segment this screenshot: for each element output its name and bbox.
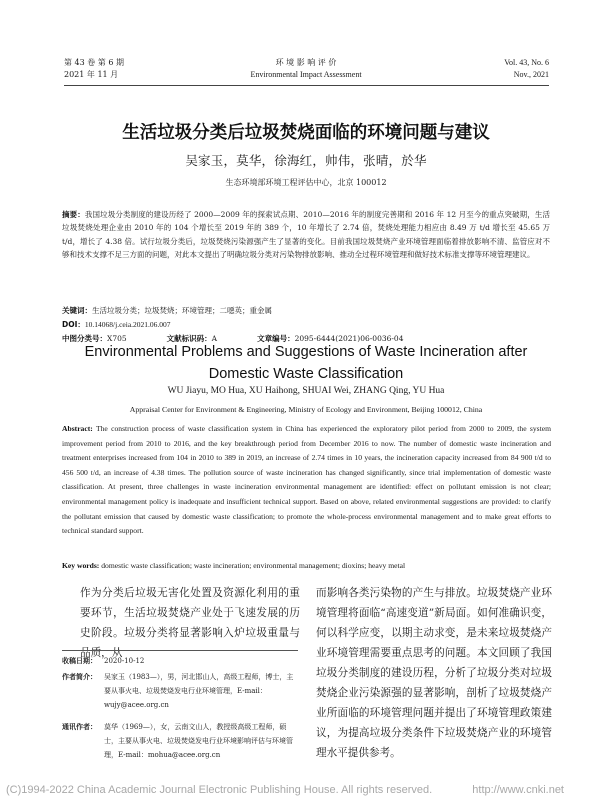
doc-code-label: 文献标识码： (166, 334, 212, 343)
abstract-en (62, 422, 551, 539)
article-title-en: Environmental Problems and Suggestions of Waste Incineration after Domestic Waste Classification (84, 344, 528, 382)
journal-name-en: Environmental Impact Assessment (250, 70, 362, 79)
abstract-en-text: The construction process of waste classification system in China has experienced the exploratory pilot period from 2000 to 2009, the system improvement period from 2010 to 2016, and the key breakthrough period from December 2016 to now. The number of domestic waste incineration and treatment enterprises increased from 104 in 2010 to 389 in 2019, an increase of 2.74 times in 10 years, the incineration capacity increased from 84 900 t/d to 456 500 t/d, an increase of 4.38 times. The pollution source of waste incineration has changed significantly, since trial implementation of domestic waste classification. At present, three challenges in waste incineration environmental management are identified: effect on pollutant emission is not clear; environmental management policy is inadequate and insufficient technical support. Based on above, related environmental suggestions are provided: to clarify the pollutant emission that caused by domestic waste classification; to promote the whole-process environmental management and to make great efforts to technical standard support. (62, 424, 551, 536)
keywords-cn (62, 305, 272, 317)
keywords-en (62, 560, 551, 572)
keywords-en-text: domestic waste classification; waste incineration; environmental management; dioxins; heavy metal (101, 561, 406, 570)
issue-date-cn: 2021 年 11 月 (64, 70, 119, 79)
footnote-label: 通讯作者： (62, 723, 97, 731)
doi-label: DOI： (62, 320, 85, 329)
abstract-en-label: Abstract: (62, 424, 93, 433)
authors-cn: 吴家玉，莫华，徐海红，帅伟，张晴，於华 (185, 153, 427, 168)
footnote-received (62, 654, 302, 668)
footnote-divider (62, 650, 298, 651)
keywords-en-label: Key words: (62, 561, 100, 570)
clc-value: X705 (107, 334, 127, 343)
footnote-text: 莫华（1969—），女，云南文山人，教授级高级工程师，硕士，主要从事火电、垃圾焚烧发电行业环境影响评估与环境管理，E-mail：mohua@acee.org.cn (104, 723, 293, 759)
journal-name-cn: 环 境 影 响 评 价 (275, 58, 337, 67)
footnote-text: 2020-10-12 (104, 657, 145, 665)
keywords-cn-text: 生活垃圾分类；垃圾焚烧；环境管理；二噁英；重金属 (92, 306, 272, 315)
body-column-left: 作为分类后垃圾无害化处置及资源化利用的重要环节，生活垃圾焚烧产业处于飞速发展的历史阶段。垃圾分类将显著影响入炉垃圾重量与品质，从 (80, 587, 300, 659)
footnote-label: 收稿日期： (62, 657, 97, 665)
volume-en: Vol. 43, No. 6 (504, 58, 549, 67)
footnote-corresponding-author (62, 720, 302, 762)
issue-number: 第 43 卷 第 6 期 (64, 58, 124, 67)
copyright-text: (C)1994-2022 China Academic Journal Electronic Publishing House. All rights reserved. (6, 784, 433, 796)
clc-label: 中图分类号： (62, 334, 107, 343)
article-number-label: 文章编号： (257, 334, 295, 343)
copyright-url: http://www.cnki.net (472, 784, 564, 796)
abstract-cn-text: 我国垃圾分类制度的建设历经了 2000—2009 年的探索试点期、2010—2016 年的制度完善期和 2016 年 12 月至今的重点突破期，生活垃圾焚烧处理企业由 2010 年的 104 个增长至 2019 年的 389 个，10 年增长了 2.74 倍，焚烧处理能力相应由 8.49 万 t/d 增长至 45.65 万 t/d，增长了 4.38 倍。试行垃圾分类后，垃圾焚烧污染源强产生了显著的变化。目前我国垃圾焚烧产业环境管理面临着排放影响不清、监管应对不够和技术支撑不足三方面的问题，对此本文提出了明确垃圾分类对污染物排放影响、推动全过程环境管理和做好技术标准支撑等环境管理建议。 (62, 210, 551, 260)
abstract-cn-label: 摘要： (62, 210, 85, 219)
article-number-value: 2095-6444(2021)06-0036-04 (294, 334, 404, 343)
abstract-cn (62, 208, 550, 262)
footnote-author-bio (62, 670, 302, 712)
copyright-watermark (0, 784, 612, 796)
affiliation-cn: 生态环境部环境工程评估中心，北京 100012 (225, 178, 387, 187)
article-title-cn: 生活垃圾分类后垃圾焚烧面临的环境问题与建议 (122, 123, 490, 143)
doi-line (62, 319, 171, 331)
doi-value: 10.14068/j.ceia.2021.06.007 (84, 320, 171, 329)
keywords-cn-label: 关键词： (62, 306, 92, 315)
doc-code-value: A (211, 334, 218, 343)
header-divider (64, 85, 549, 86)
body-column-right: 而影响各类污染物的产生与排放。垃圾焚烧产业环境管理将面临“高速变道”新局面。如何准确识变，何以科学应变，以期主动求变，是未来垃圾焚烧产业环境管理需要重点思考的问题。本文回顾了我国垃圾分类制度的建设历程，分析了垃圾分类对垃圾焚烧企业污染源强的显著影响，剖析了垃圾焚烧产业所面临的环境管理问题并提出了环境管理政策建议，为提高垃圾分类条件下垃圾焚烧产业的环境管理水平提供参考。 (316, 587, 552, 759)
affiliation-en: Appraisal Center for Environment & Engineering, Ministry of Ecology and Environment, Beijing 100012, China (129, 405, 483, 414)
authors-en: WU Jiayu, MO Hua, XU Haihong, SHUAI Wei, ZHANG Qing, YU Hua (167, 386, 445, 396)
footnote-label: 作者简介： (62, 673, 97, 681)
running-header-right (504, 57, 549, 81)
footnote-text: 吴家玉（1983—），男，河北邯山人，高级工程师，博士，主要从事火电、垃圾焚烧发电行业环境管理，E-mail：wujy@acee.org.cn (104, 673, 294, 709)
issue-date-en: Nov., 2021 (513, 70, 549, 79)
